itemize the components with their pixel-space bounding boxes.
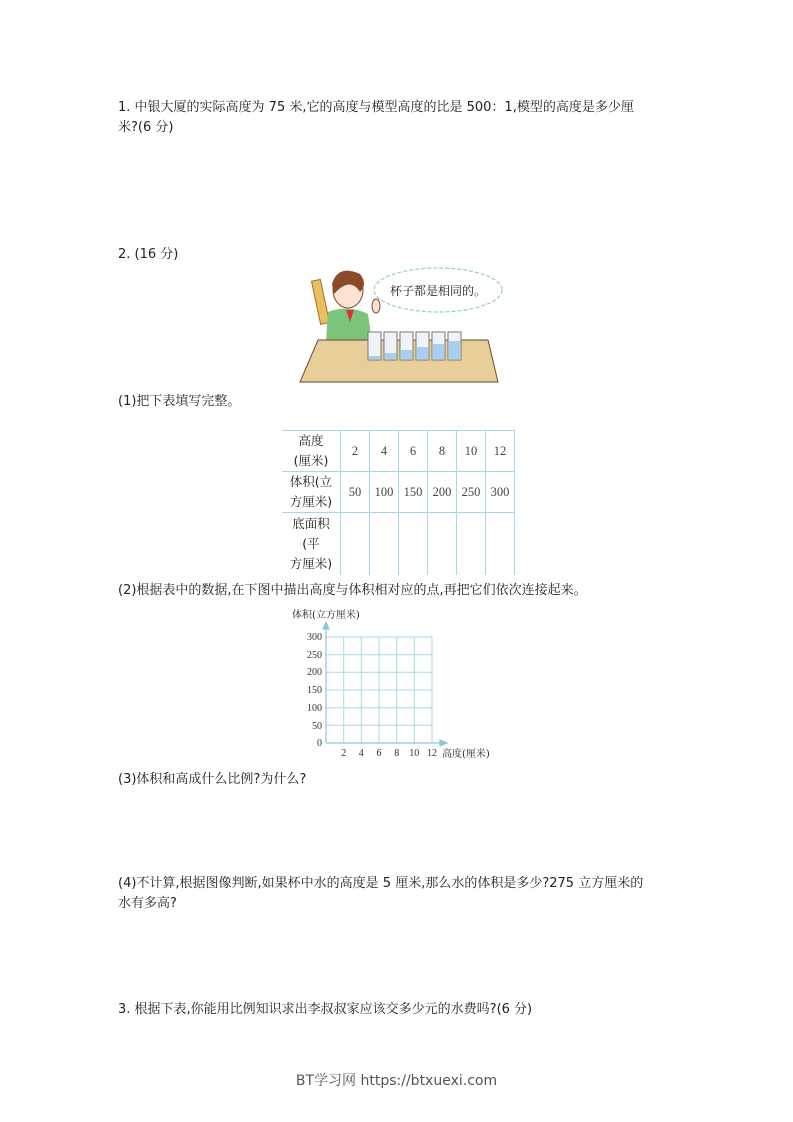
row-header-height: 高度 (厘米) xyxy=(282,431,341,472)
svg-text:250: 250 xyxy=(307,650,322,661)
svg-text:10: 10 xyxy=(409,748,420,759)
table-row-height xyxy=(282,431,515,472)
table-cell: 50 xyxy=(341,472,370,513)
height-volume-table xyxy=(282,430,515,575)
table-cell: 100 xyxy=(370,472,399,513)
table-cell: 200 xyxy=(428,472,457,513)
question-2-part-4: (4)不计算,根据图像判断,如果杯中水的高度是 5 厘米,那么水的体积是多少?275 立方厘米的 水有多高? xyxy=(118,876,644,911)
svg-text:100: 100 xyxy=(307,703,322,714)
svg-text:12: 12 xyxy=(427,748,437,759)
svg-text:300: 300 xyxy=(307,632,322,643)
question-2-part-3: (3)体积和高成什么比例?为什么? xyxy=(118,772,307,787)
x-axis-label: 高度(厘米) xyxy=(442,749,490,760)
table-cell: 8 xyxy=(428,431,457,472)
svg-text:2: 2 xyxy=(341,748,347,759)
grid-lines xyxy=(326,637,432,743)
svg-text:6: 6 xyxy=(376,748,382,759)
answer-cell[interactable] xyxy=(341,513,370,576)
answer-cell[interactable] xyxy=(486,513,515,576)
table-cell: 2 xyxy=(341,431,370,472)
answer-cell[interactable] xyxy=(399,513,428,576)
svg-text:150: 150 xyxy=(307,685,322,696)
table-cell: 10 xyxy=(457,431,486,472)
table-cell: 250 xyxy=(457,472,486,513)
svg-text:0: 0 xyxy=(317,738,322,749)
question-2-part-1: (1)把下表填写完整。 xyxy=(118,394,241,409)
answer-cell[interactable] xyxy=(428,513,457,576)
svg-text:4: 4 xyxy=(358,748,364,759)
table-row-volume xyxy=(282,472,515,513)
question-2-header: 2. (16 分) xyxy=(118,247,179,262)
speech-bubble-text: 杯子都是相同的。 xyxy=(389,284,487,298)
row-header-base-area: 底面积 (平 方厘米) xyxy=(282,513,341,576)
question-1-line1: 1. 中银大厦的实际高度为 75 米,它的高度与模型高度的比是 500：1,模型的高度是多少厘 xyxy=(118,100,634,115)
volume-height-grid-chart xyxy=(286,605,506,765)
table-cell: 6 xyxy=(399,431,428,472)
x-tick-labels xyxy=(341,748,437,759)
svg-text:8: 8 xyxy=(394,748,400,759)
footer-watermark: BT学习网 https://btxuexi.com xyxy=(295,1073,498,1089)
question-1-line2: 米?(6 分) xyxy=(118,120,174,135)
axes xyxy=(323,622,447,746)
answer-cell[interactable] xyxy=(457,513,486,576)
svg-text:50: 50 xyxy=(312,721,322,732)
svg-text:200: 200 xyxy=(307,667,322,678)
row-header-volume: 体积(立 方厘米) xyxy=(282,472,341,513)
question-3: 3. 根据下表,你能用比例知识求出李叔叔家应该交多少元的水费吗?(6 分) xyxy=(118,1002,533,1017)
y-axis-label: 体积(立方厘米) xyxy=(292,610,360,621)
question-1 xyxy=(118,98,678,138)
answer-cell[interactable] xyxy=(370,513,399,576)
table-cell: 150 xyxy=(399,472,428,513)
table-cell: 300 xyxy=(486,472,515,513)
girl-with-cups-illustration xyxy=(298,262,508,388)
table-cell: 12 xyxy=(486,431,515,472)
y-tick-labels xyxy=(307,632,322,749)
table-cell: 4 xyxy=(370,431,399,472)
question-2-part-2: (2)根据表中的数据,在下图中描出高度与体积相对应的点,再把它们依次连接起来。 xyxy=(118,583,587,598)
table-row-base-area xyxy=(282,513,515,576)
